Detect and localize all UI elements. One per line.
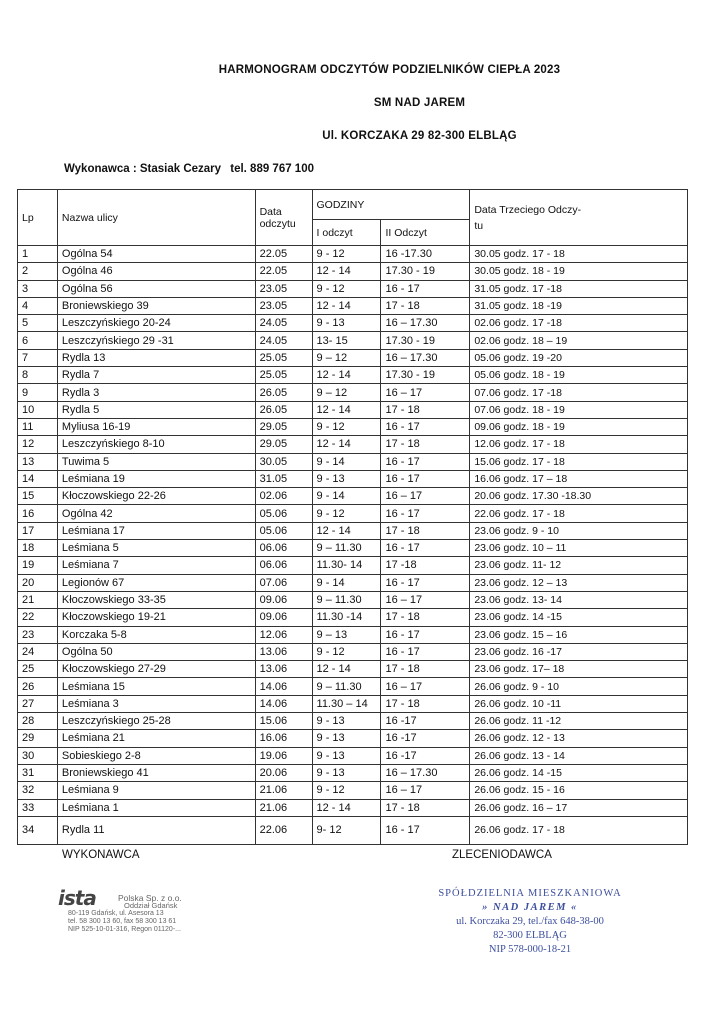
cell-second-reading: 16 -17.30 [381,246,470,263]
cooperative-name: SM NAD JAREM [373,97,466,109]
cell-lp: 26 [18,678,58,695]
ista-logo: ista [58,886,96,910]
contractor-phone: tel. 889 767 100 [230,163,314,175]
cell-lp: 32 [18,782,58,799]
cell-first-reading: 9 – 13 [312,626,381,643]
cell-date: 20.06 [255,764,312,781]
table-row [18,661,688,678]
cell-lp: 34 [18,816,58,844]
cell-third-reading: 26.06 godz. 9 - 10 [470,678,688,695]
cell-lp: 27 [18,695,58,712]
cell-date: 06.06 [255,557,312,574]
cell-street: Korczaka 5-8 [57,626,255,643]
cell-street: Kłoczowskiego 22-26 [57,488,255,505]
table-row [18,453,688,470]
table-row [18,401,688,418]
contractor-signature-label: WYKONAWCA [62,849,140,861]
cell-street: Ogólna 42 [57,505,255,522]
cell-first-reading: 9 – 11.30 [312,591,381,608]
cell-lp: 23 [18,626,58,643]
cell-first-reading: 11.30 – 14 [312,695,381,712]
cell-first-reading: 9 - 13 [312,747,381,764]
cell-third-reading: 12.06 godz. 17 - 18 [470,436,688,453]
cell-first-reading: 13- 15 [312,332,381,349]
cell-lp: 14 [18,470,58,487]
cell-lp: 30 [18,747,58,764]
cell-date: 26.05 [255,384,312,401]
cell-second-reading: 16 - 17 [381,626,470,643]
stamp-left-line2: Oddział Gdańsk [124,901,178,910]
cell-first-reading: 9 - 13 [312,470,381,487]
table-row [18,418,688,435]
cell-second-reading: 16 -17 [381,747,470,764]
cell-street: Leśmiana 19 [57,470,255,487]
cell-date: 12.06 [255,626,312,643]
stamp-left-line5: NIP 525-10-01-316, Regon 01120-... [68,926,181,933]
table-row [18,643,688,660]
cell-third-reading: 23.06 godz. 12 – 13 [470,574,688,591]
cell-date: 23.05 [255,280,312,297]
cell-third-reading: 23.06 godz. 15 – 16 [470,626,688,643]
cell-second-reading: 16 – 17 [381,488,470,505]
header-date [255,190,312,246]
cell-date: 21.06 [255,799,312,816]
header-date-line1: Data [259,205,282,218]
cell-street: Tuwima 5 [57,453,255,470]
cell-second-reading: 16 - 17 [381,280,470,297]
cell-street: Kłoczowskiego 27-29 [57,661,255,678]
cell-street: Ogólna 54 [57,246,255,263]
cell-street: Leszczyńskiego 20-24 [57,315,255,332]
cell-second-reading: 16 - 17 [381,643,470,660]
cell-second-reading: 17 - 18 [381,436,470,453]
cell-lp: 8 [18,367,58,384]
header-third-reading [470,190,688,246]
table-row [18,591,688,608]
table-row [18,280,688,297]
cell-street: Legionów 67 [57,574,255,591]
stamp-right-line4: 82-300 ELBLĄG [493,930,567,941]
cell-third-reading: 23.06 godz. 17– 18 [470,661,688,678]
cell-third-reading: 23.06 godz. 13- 14 [470,591,688,608]
table-row [18,557,688,574]
cell-third-reading: 30.05 godz. 17 - 18 [470,246,688,263]
cell-first-reading: 12 - 14 [312,522,381,539]
cooperative-stamp [420,887,640,957]
cell-lp: 9 [18,384,58,401]
cell-street: Myliusa 16-19 [57,418,255,435]
cell-second-reading: 17 - 18 [381,401,470,418]
cell-lp: 25 [18,661,58,678]
cell-date: 24.05 [255,332,312,349]
cell-third-reading: 23.06 godz. 14 -15 [470,609,688,626]
stamp-right-line3: ul. Korczaka 29, tel./fax 648-38-00 [456,916,604,927]
contractor-line [64,163,320,175]
cell-third-reading: 26.06 godz. 14 -15 [470,764,688,781]
cell-third-reading: 23.06 godz. 10 – 11 [470,540,688,557]
cell-street: Leśmiana 9 [57,782,255,799]
cell-date: 24.05 [255,315,312,332]
table-row [18,713,688,730]
cell-second-reading: 16 – 17 [381,782,470,799]
cell-third-reading: 07.06 godz. 17 -18 [470,384,688,401]
table-row [18,678,688,695]
cell-lp: 3 [18,280,58,297]
table-row [18,799,688,816]
cell-second-reading: 16 – 17.30 [381,764,470,781]
cell-street: Ogólna 56 [57,280,255,297]
table-row [18,470,688,487]
cell-street: Leszczyńskiego 8-10 [57,436,255,453]
cell-second-reading: 17 - 18 [381,522,470,539]
cell-second-reading: 17.30 - 19 [381,332,470,349]
cell-second-reading: 17 - 18 [381,661,470,678]
cell-street: Ogólna 46 [57,263,255,280]
cell-first-reading: 12 - 14 [312,661,381,678]
stamp-left-line4: tel. 58 300 13 60, fax 58 300 13 61 [68,918,177,925]
cell-first-reading: 9 - 13 [312,764,381,781]
cell-lp: 31 [18,764,58,781]
cell-lp: 22 [18,609,58,626]
table-row [18,332,688,349]
cell-date: 31.05 [255,470,312,487]
cell-third-reading: 07.06 godz. 18 - 19 [470,401,688,418]
cell-date: 23.05 [255,297,312,314]
cell-third-reading: 15.06 godz. 17 - 18 [470,453,688,470]
cell-street: Leśmiana 5 [57,540,255,557]
cell-street: Rydla 13 [57,349,255,366]
table-row [18,436,688,453]
cell-second-reading: 17 - 18 [381,799,470,816]
cell-lp: 12 [18,436,58,453]
cell-first-reading: 9 - 12 [312,280,381,297]
cell-second-reading: 16 -17 [381,713,470,730]
cell-date: 14.06 [255,678,312,695]
cell-date: 22.06 [255,816,312,844]
cell-second-reading: 16 - 17 [381,816,470,844]
stamp-right-line2: » NAD JAREM « [482,902,578,913]
stamp-left-line1: Polska Sp. z o.o. [118,893,182,903]
contractor-label: Wykonawca : Stasiak Cezary [64,163,222,175]
cell-first-reading: 9 - 12 [312,782,381,799]
cell-lp: 19 [18,557,58,574]
table-row [18,574,688,591]
cell-first-reading: 9 - 14 [312,453,381,470]
table-row [18,263,688,280]
cell-date: 22.05 [255,246,312,263]
cell-lp: 29 [18,730,58,747]
cell-first-reading: 9 – 11.30 [312,540,381,557]
header-third-line1: Data Trzeciego Odczy- [474,203,582,216]
cell-third-reading: 23.06 godz. 9 - 10 [470,522,688,539]
cell-date: 15.06 [255,713,312,730]
cell-date: 13.06 [255,643,312,660]
cell-first-reading: 9- 12 [312,816,381,844]
cell-street: Leszczyńskiego 25-28 [57,713,255,730]
cell-third-reading: 31.05 godz. 18 -19 [470,297,688,314]
cell-date: 19.06 [255,747,312,764]
cell-street: Leśmiana 21 [57,730,255,747]
cell-lp: 7 [18,349,58,366]
cell-date: 07.06 [255,574,312,591]
table-row [18,747,688,764]
cell-third-reading: 23.06 godz. 16 -17 [470,643,688,660]
header-hours: GODZINY [312,190,470,220]
cell-street: Broniewskiego 39 [57,297,255,314]
cell-street: Rydla 7 [57,367,255,384]
cell-third-reading: 26.06 godz. 12 - 13 [470,730,688,747]
cell-date: 13.06 [255,661,312,678]
header-street: Nazwa ulicy [57,190,255,246]
cell-date: 16.06 [255,730,312,747]
cell-first-reading: 12 - 14 [312,799,381,816]
table-row [18,246,688,263]
cell-street: Leśmiana 7 [57,557,255,574]
cell-first-reading: 9 - 13 [312,713,381,730]
table-row [18,384,688,401]
cell-second-reading: 17.30 - 19 [381,367,470,384]
cell-third-reading: 05.06 godz. 19 -20 [470,349,688,366]
cell-street: Leśmiana 17 [57,522,255,539]
cell-second-reading: 16 – 17 [381,678,470,695]
cell-first-reading: 9 - 14 [312,488,381,505]
header-third-line2: tu [474,219,484,232]
header-second-reading: II Odczyt [381,220,470,246]
cell-date: 05.06 [255,505,312,522]
cell-first-reading: 9 – 12 [312,384,381,401]
cell-second-reading: 16 - 17 [381,540,470,557]
cell-second-reading: 16 - 17 [381,574,470,591]
cell-street: Sobieskiego 2-8 [57,747,255,764]
cell-third-reading: 20.06 godz. 17.30 -18.30 [470,488,688,505]
cell-third-reading: 02.06 godz. 17 -18 [470,315,688,332]
cell-date: 29.05 [255,418,312,435]
cell-street: Leśmiana 1 [57,799,255,816]
cell-second-reading: 16 - 17 [381,470,470,487]
cell-first-reading: 9 - 12 [312,246,381,263]
cell-third-reading: 22.06 godz. 17 - 18 [470,505,688,522]
cell-third-reading: 30.05 godz. 18 - 19 [470,263,688,280]
table-row [18,367,688,384]
cell-street: Ogólna 50 [57,643,255,660]
cell-lp: 20 [18,574,58,591]
cell-street: Rydla 3 [57,384,255,401]
cell-date: 25.05 [255,367,312,384]
cooperative-address: Ul. KORCZAKA 29 82-300 ELBLĄG [322,130,517,142]
cell-lp: 11 [18,418,58,435]
cell-date: 09.06 [255,609,312,626]
cell-first-reading: 9 - 13 [312,730,381,747]
cell-lp: 10 [18,401,58,418]
schedule-rows [18,246,688,845]
cell-first-reading: 12 - 14 [312,401,381,418]
cell-first-reading: 11.30- 14 [312,557,381,574]
cell-date: 06.06 [255,540,312,557]
table-row [18,297,688,314]
cell-second-reading: 16 - 17 [381,453,470,470]
table-row [18,816,688,844]
cell-first-reading: 12 - 14 [312,436,381,453]
cell-third-reading: 26.06 godz. 17 - 18 [470,816,688,844]
cell-third-reading: 16.06 godz. 17 – 18 [470,470,688,487]
cell-lp: 21 [18,591,58,608]
cell-second-reading: 17 - 18 [381,297,470,314]
cell-first-reading: 12 - 14 [312,367,381,384]
cell-street: Leszczyńskiego 29 -31 [57,332,255,349]
cell-street: Rydla 11 [57,816,255,844]
stamp-right-line1: SPÓŁDZIELNIA MIESZKANIOWA [438,888,622,899]
cell-lp: 2 [18,263,58,280]
table-row [18,349,688,366]
cell-third-reading: 26.06 godz. 15 - 16 [470,782,688,799]
document-title: HARMONOGRAM ODCZYTÓW PODZIELNIKÓW CIEPŁA 2023 [218,64,561,76]
cell-second-reading: 17 - 18 [381,609,470,626]
cell-street: Leśmiana 15 [57,678,255,695]
cell-date: 02.06 [255,488,312,505]
cell-lp: 1 [18,246,58,263]
cell-street: Rydla 5 [57,401,255,418]
cell-third-reading: 26.06 godz. 13 - 14 [470,747,688,764]
cell-date: 25.05 [255,349,312,366]
table-row [18,540,688,557]
schedule-table [17,189,688,845]
cell-lp: 5 [18,315,58,332]
cell-lp: 18 [18,540,58,557]
table-row [18,505,688,522]
cell-lp: 17 [18,522,58,539]
stamp-left-line3: 80-119 Gdańsk, ul. Asesora 13 [68,910,164,917]
cell-date: 05.06 [255,522,312,539]
cell-lp: 4 [18,297,58,314]
cell-first-reading: 9 - 12 [312,418,381,435]
cell-lp: 24 [18,643,58,660]
cell-first-reading: 12 - 14 [312,297,381,314]
cell-first-reading: 11.30 -14 [312,609,381,626]
stamp-right-line5: NIP 578-000-18-21 [488,944,572,955]
cell-date: 14.06 [255,695,312,712]
cell-street: Leśmiana 3 [57,695,255,712]
cell-third-reading: 26.06 godz. 16 – 17 [470,799,688,816]
cell-first-reading: 9 – 11.30 [312,678,381,695]
cell-third-reading: 26.06 godz. 11 -12 [470,713,688,730]
cell-first-reading: 9 - 12 [312,643,381,660]
cell-first-reading: 9 - 13 [312,315,381,332]
cell-third-reading: 23.06 godz. 11- 12 [470,557,688,574]
cell-lp: 6 [18,332,58,349]
cell-first-reading: 9 – 12 [312,349,381,366]
cell-date: 09.06 [255,591,312,608]
cell-date: 29.05 [255,436,312,453]
cell-first-reading: 12 - 14 [312,263,381,280]
table-row [18,609,688,626]
cell-lp: 15 [18,488,58,505]
table-row [18,782,688,799]
cell-lp: 28 [18,713,58,730]
cell-lp: 33 [18,799,58,816]
cell-second-reading: 17.30 - 19 [381,263,470,280]
cell-second-reading: 16 – 17 [381,591,470,608]
cell-second-reading: 16 -17 [381,730,470,747]
cell-street: Kłoczowskiego 33-35 [57,591,255,608]
header-first-reading: I odczyt [312,220,381,246]
cell-street: Broniewskiego 41 [57,764,255,781]
cell-first-reading: 9 - 14 [312,574,381,591]
cell-second-reading: 16 - 17 [381,418,470,435]
cell-third-reading: 02.06 godz. 18 – 19 [470,332,688,349]
table-row [18,764,688,781]
cell-second-reading: 16 – 17.30 [381,315,470,332]
table-row [18,522,688,539]
table-row [18,626,688,643]
header-lp: Lp [18,190,58,246]
cell-second-reading: 16 – 17.30 [381,349,470,366]
table-row [18,315,688,332]
client-signature-label: ZLECENIODAWCA [452,849,552,861]
cell-lp: 13 [18,453,58,470]
cell-second-reading: 16 – 17 [381,384,470,401]
table-row [18,730,688,747]
cell-second-reading: 17 - 18 [381,695,470,712]
cell-date: 26.05 [255,401,312,418]
cell-third-reading: 05.06 godz. 18 - 19 [470,367,688,384]
cell-second-reading: 16 - 17 [381,505,470,522]
cell-date: 30.05 [255,453,312,470]
cell-street: Kłoczowskiego 19-21 [57,609,255,626]
cell-third-reading: 26.06 godz. 10 -11 [470,695,688,712]
cell-first-reading: 9 - 12 [312,505,381,522]
cell-second-reading: 17 -18 [381,557,470,574]
cell-third-reading: 31.05 godz. 17 -18 [470,280,688,297]
cell-lp: 16 [18,505,58,522]
table-row [18,695,688,712]
cell-date: 21.06 [255,782,312,799]
header-date-line2: odczytu [259,217,296,230]
table-row [18,488,688,505]
cell-third-reading: 09.06 godz. 18 - 19 [470,418,688,435]
cell-date: 22.05 [255,263,312,280]
